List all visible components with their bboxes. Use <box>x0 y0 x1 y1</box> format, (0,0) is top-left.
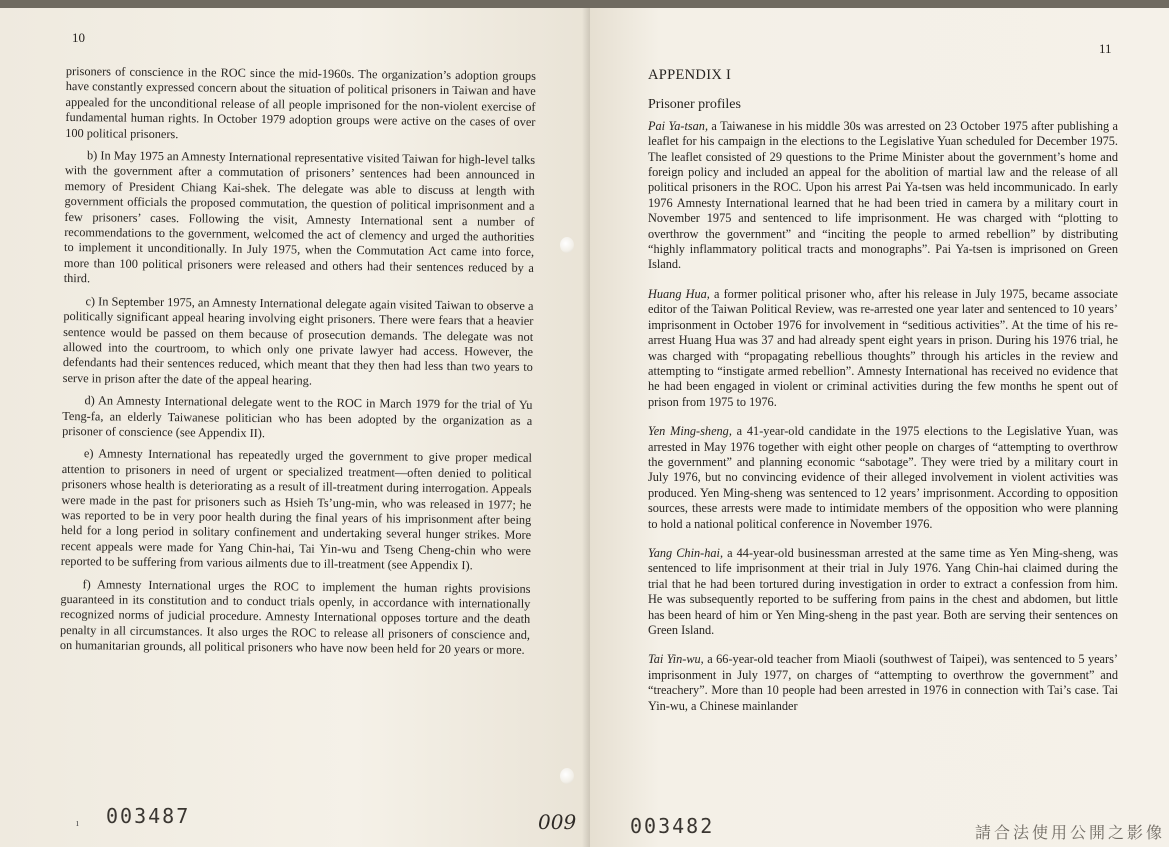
profile-text: a 44-year-old businessman arrested at the same time as Yen Ming-sheng, was sentenced to life imprisonment at their trial in July 1976. Yang Chin-hai claimed during the trial that he had been tortured during investigation in order to extract a confession from him. He was subsequently reported to be suffering from pains in the chest and abdomen, but little has been heard of him or Yen Ming-sheng in the past year. Both are serving their sentences on Green Island. <box>648 545 1118 637</box>
archive-stamp-right: 003482 <box>630 814 715 838</box>
section-heading: Prisoner profiles <box>648 97 741 113</box>
right-page <box>590 8 1169 847</box>
profile-name: Yen Ming-sheng, <box>648 424 732 439</box>
left-text-column <box>60 64 536 666</box>
profile-tai-yin-wu <box>648 652 1118 714</box>
margin-mark: ı <box>76 818 79 829</box>
profile-text: a Taiwanese in his middle 30s was arrested on 23 October 1975 after publishing a leaflet for his campaign in the elections to the Legislative Yuan scheduled for December 1975. The leaflet consisted of 29 questions to the Prime Minister about the government’s home and foreign policy and included an appeal for the abolition of martial law and the release of all political prisoners in the ROC. Upon his arrest Pai Ya-tsen was held incommunicado. In early 1976 Amnesty International learned that he had been tried in camera by a military court in November 1975 and sentenced to life imprisonment. He was charged with “plotting to overthrow the government” and “inciting the people to armed rebellion” by distributing “highly inflammatory political tracts and monographs”. Pai Ya-tsen is imprisoned on Green Island. <box>648 118 1118 272</box>
left-page <box>0 8 590 847</box>
punch-hole <box>560 768 574 784</box>
profile-name: Pai Ya-tsan, <box>648 118 709 133</box>
appendix-heading: APPENDIX I <box>648 67 732 83</box>
profile-name: Yang Chin-hai, <box>648 545 724 560</box>
profile-name: Huang Hua, <box>648 286 710 301</box>
paragraph-d: d) An Amnesty International delegate went to the ROC in March 1979 for the trial of Yu Teng-fa, an elderly Taiwanese politician who has been adopted by the organization as a prisoner of conscience (see Appendix II). <box>62 393 533 441</box>
punch-hole <box>560 237 574 253</box>
page-number-right: 11 <box>1099 41 1112 56</box>
paragraph-c: c) In September 1975, an Amnesty International delegate again visited Taiwan to observe a politically significant appeal hearing involving eight prisoners. There were fears that a heavier sentence would be passed on them because of prosecution demands. The delegate was not allowed into the courtroom, to which only one private lawyer had access. However, the defendants had their sentences reduced, which meant that they then had less than two years to serve in prison after the date of the appeal hearing. <box>62 293 534 388</box>
profile-name: Tai Yin-wu, <box>648 652 704 667</box>
profile-huang-hua <box>648 287 1118 410</box>
usage-watermark: 請合法使用公開之影像 <box>974 823 1165 842</box>
handwritten-number: 009 <box>538 810 577 834</box>
profile-yang-chin-hai <box>648 546 1118 638</box>
paragraph-f: f) Amnesty International urges the ROC to implement the human rights provisions guaranteed in its constitution and to conduct trials openly, in accordance with internationally recognized norms of judicial procedure. Amnesty International opposes torture and the death penalty in all circumstances. It also urges the ROC to release all prisoners of conscience and, on humanitarian grounds, all political prisoners who have now been held for 20 years or more. <box>59 576 531 658</box>
profile-text: a former political prisoner who, after his release in July 1975, became associate editor of the Taiwan Political Review, was re-arrested one year later and sentenced to 10 years’ imprisonment in October 1976 for involvement in “seditious activities”. At the time of his re-arrest Huang Hua was 37 and had already spent eight years in prison. During his 1976 trial, he was charged with “propagating rebellious thoughts” through his articles in the review and attempting to “instigate armed rebellion”. Amnesty International has received no evidence that he had been engaged in violent or criminal activities during the few months he spent out of prison from 1975 to 1976. <box>648 286 1118 409</box>
profile-yen-ming-sheng <box>648 424 1118 532</box>
profile-text: a 66-year-old teacher from Miaoli (southwest of Taipei), was sentenced to 5 years’ imprisonment in July 1977, on charges of “attempting to overthrow the government” and “treachery”. More than 10 people had been arrested in 1976 in connection with Tai’s case. Tai Yin-wu, a Chinese mainlander <box>648 652 1118 713</box>
paragraph-a: prisoners of conscience in the ROC since the mid-1960s. The organization’s adoption groups have constantly expressed concern about the situation of political prisoners in Taiwan and have appealed for the unconditional release of all people imprisoned for the non-violent exercise of fundamental human rights. In October 1979 adoption groups were active on the cases of over 100 political prisoners. <box>65 64 536 141</box>
profile-pai-ya-tsan <box>648 119 1118 273</box>
paragraph-e: e) Amnesty International has repeatedly urged the government to give proper medical attention to prisoners in need of urgent or specialized treatment—often denied to political prisoners whose health is deteriorating as a result of ill-treatment during interrogation. Appeals were made in the past for prisoners such as Hsieh Ts’ung-min, who was released in 1977; he was reported to be in very poor health during the final years of his imprisonment after being held for a long period in solitary confinement and undertaking several hunger strikes. More recent appeals were made for Yang Chin-hai, Tai Yin-wu and Tseng Cheng-chin who were reported to be suffering from various ailments due to ill-treatment (see Appendix I). <box>60 446 532 573</box>
profile-text: a 41-year-old candidate in the 1975 elections to the Legislative Yuan, was arrested in May 1976 together with eight other people on charges of “attempting to overthrow the government” and planning economic “sabotage”. They were tried by a military court in July 1976, but no convincing evidence of their alleged involvement in violent activities was produced. Yen Ming-sheng was sentenced to 12 years’ imprisonment. According to opposition sources, these arrests were made to intimidate members of the opposition who were planning to hold a national political conference in November 1976. <box>648 424 1118 531</box>
right-text-column <box>648 68 1118 728</box>
archive-stamp-left: 003487 <box>106 804 191 828</box>
page-number-left: 10 <box>72 30 85 45</box>
paragraph-b: b) In May 1975 an Amnesty International representative visited Taiwan for high-level talks with the government after a commutation of prisoners’ sentences had been announced in memory of President Chiang Kai-shek. The delegate was able to discuss at length with government officials the proposed commutation, the question of political imprisonment and a few prisoners’ cases. Following the visit, Amnesty International sent a number of recommendations to the government, welcomed the act of clemency and urged the authorities to implement it unconditionally. In July 1975, when the Commutation Act came into force, more than 100 political prisoners were released and others had their sentences reduced by a third. <box>63 148 536 286</box>
